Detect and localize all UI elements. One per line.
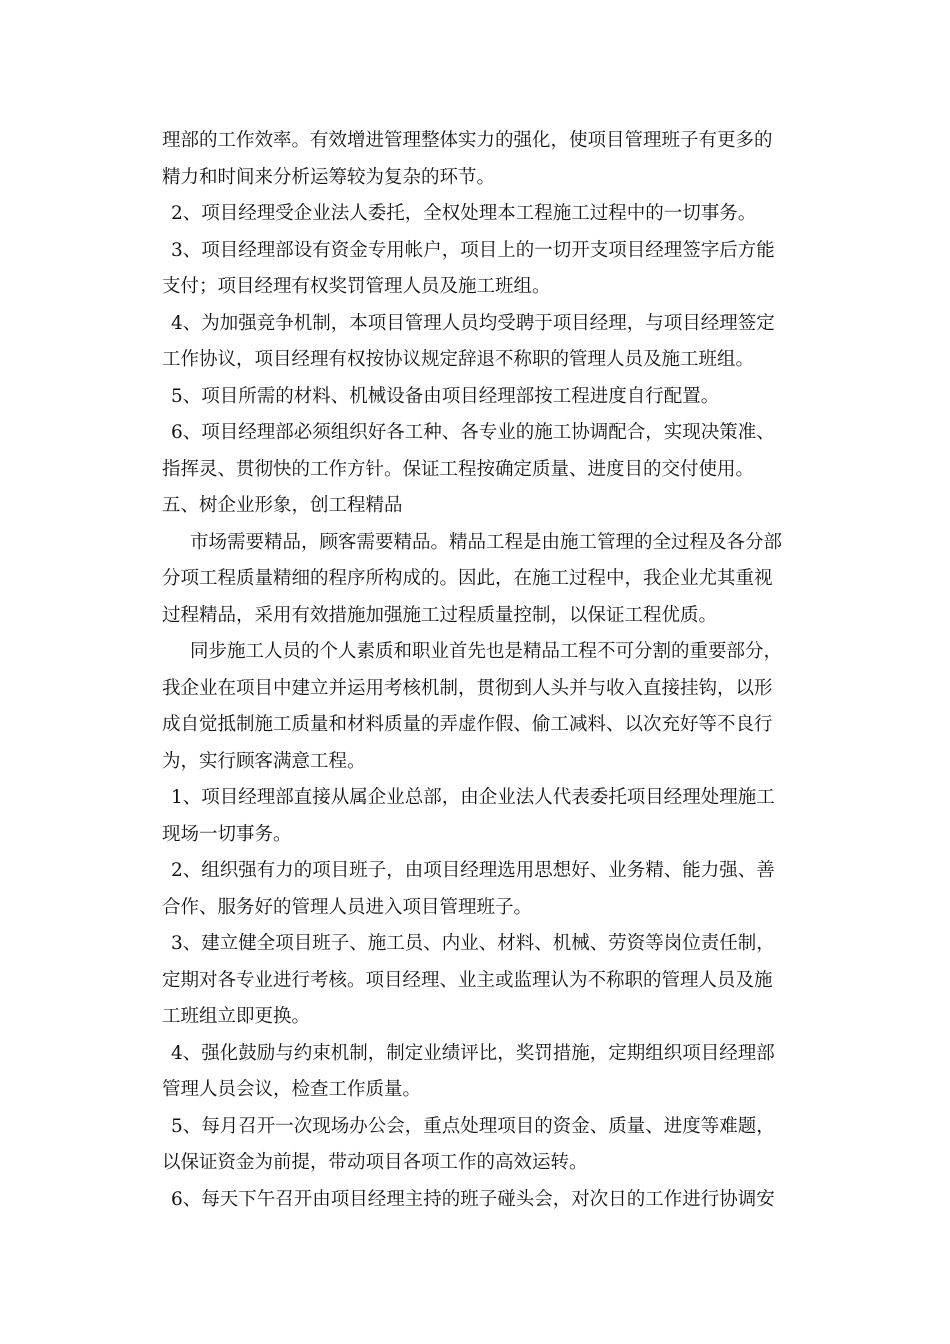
list-item-line: 3、项目经理部设有资金专用帐户，项目上的一切开支项目经理签字后方能	[171, 239, 775, 261]
paragraph-line: 管理人员会议，检查工作质量。	[162, 1079, 422, 1100]
list-item-line: 1、项目经理部直接从属企业总部，由企业法人代表委托项目经理处理施工	[171, 787, 775, 808]
list-item-line: 3、建立健全项目班子、施工员、内业、材料、机械、劳资等岗位责任制，	[171, 933, 775, 954]
paragraph-line: 市场需要精品，顾客需要精品。精品工程是由施工管理的全过程及各分部	[190, 531, 783, 553]
list-item-line: 4、强化鼓励与约束机制，制定业绩评比，奖罚措施，定期组织项目经理部	[171, 1042, 775, 1064]
paragraph-line: 现场一切事务。	[162, 823, 292, 845]
paragraph-line: 同步施工人员的个人素质和职业首先也是精品工程不可分割的重要部分，	[190, 641, 783, 662]
list-item-line: 4、为加强竞争机制，本项目管理人员均受聘于项目经理，与项目经理签定	[171, 312, 775, 334]
paragraph-line: 我企业在项目中建立并运用考核机制，贯彻到人头并与收入直接挂钩，以形	[162, 677, 773, 699]
paragraph-line: 过程精品，采用有效措施加强施工过程质量控制，以保证工程优质。	[162, 604, 718, 626]
paragraph-line: 以保证资金为前提，带动项目各项工作的高效运转。	[162, 1152, 588, 1173]
paragraph-line: 定期对各专业进行考核。项目经理、业主或监理认为不称职的管理人员及施	[162, 969, 773, 991]
section-heading: 五、树企业形象，创工程精品	[162, 495, 403, 516]
paragraph-line: 为，实行顾客满意工程。	[162, 750, 366, 772]
list-item-line: 2、项目经理受企业法人委托，全权处理本工程施工过程中的一切事务。	[171, 203, 757, 224]
paragraph-line: 工作协议，项目经理有权按协议规定辞退不称职的管理人员及施工班组。	[162, 349, 755, 370]
list-item-line: 5、项目所需的材料、机械设备由项目经理部按工程进度自行配置。	[171, 385, 720, 407]
paragraph-line: 指挥灵、贯彻快的工作方针。保证工程按确定质量、进度目的交付使用。	[162, 458, 755, 480]
list-item-line: 6、每天下午召开由项目经理主持的班子碰头会，对次日的工作进行协调安	[171, 1188, 775, 1210]
paragraph-line: 合作、服务好的管理人员进入项目管理班子。	[162, 896, 533, 918]
list-item-line: 2、组织强有力的项目班子，由项目经理选用思想好、业务精、能力强、善	[171, 860, 775, 881]
paragraph-line: 分项工程质量精细的程序所构成的。因此，在施工过程中，我企业尤其重视	[162, 568, 773, 589]
list-item-line: 5、每月召开一次现场办公会，重点处理项目的资金、质量、进度等难题，	[171, 1115, 775, 1137]
paragraph-line: 精力和时间来分析运筹较为复杂的环节。	[162, 166, 496, 188]
paragraph-line: 理部的工作效率。有效增进管理整体实力的强化，使项目管理班子有更多的	[162, 130, 773, 151]
document-body	[162, 123, 802, 1218]
paragraph-line: 工班组立即更换。	[162, 1006, 311, 1027]
paragraph-line: 成自觉抵制施工质量和材料质量的弄虚作假、偷工减料、以次充好等不良行	[162, 714, 773, 735]
list-item-line: 6、项目经理部必须组织好各工种、各专业的施工协调配合，实现决策准、	[171, 422, 775, 443]
paragraph-line: 支付；项目经理有权奖罚管理人员及施工班组。	[162, 276, 551, 297]
